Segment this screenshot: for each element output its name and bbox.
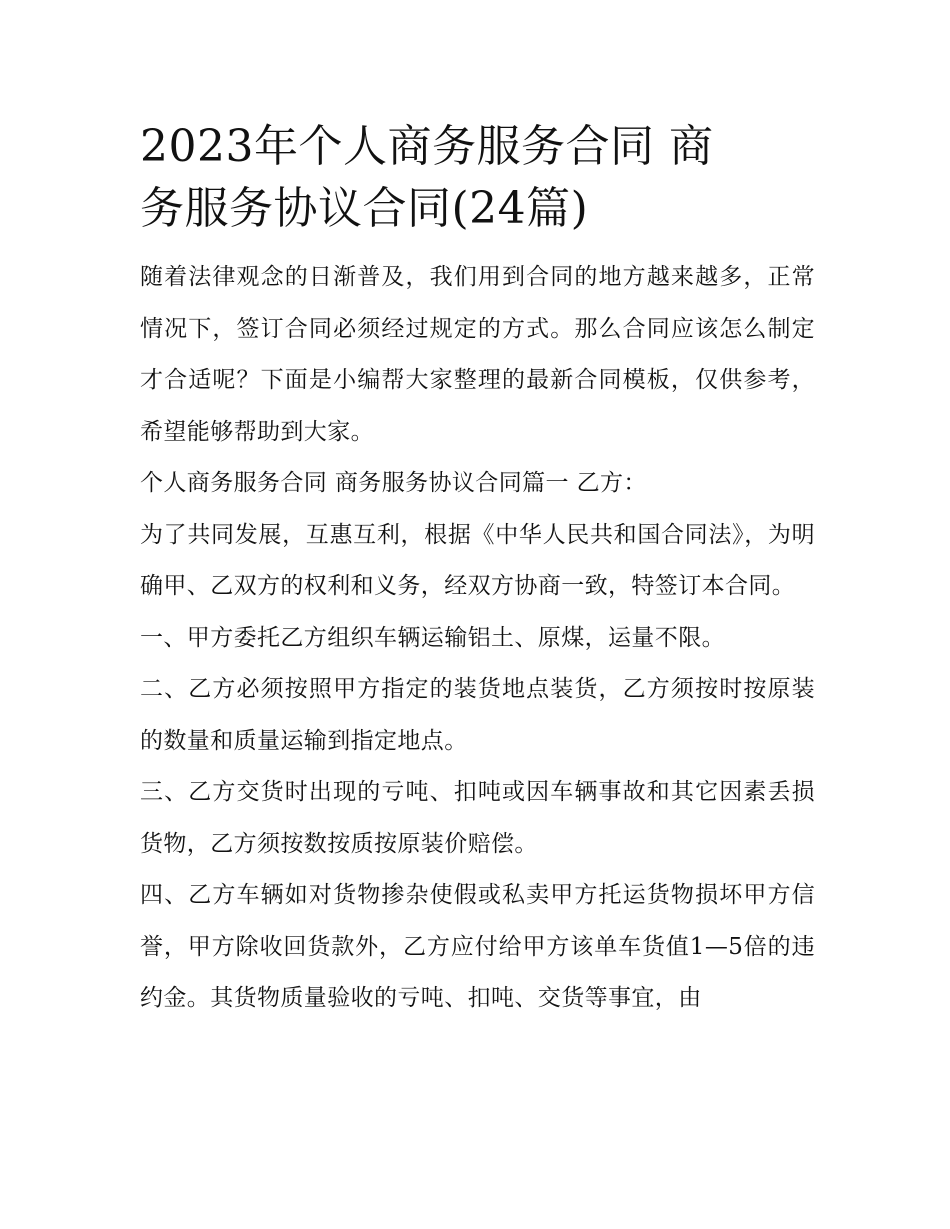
- document-body: [140, 116, 815, 1025]
- section-heading: 个人商务服务合同 商务服务协议合同篇一 乙方：: [140, 470, 647, 496]
- clause-4: 四、乙方车辆如对货物掺杂使假或私卖甲方托运货物损坏甲方信誉，甲方除收回货款外，乙方应付给甲方该单车货值1—5倍的违约金。其货物质量验收的亏吨、扣吨、交货等事宜，由: [140, 882, 815, 1011]
- document-title-line-2: 务服务协议合同(24篇): [140, 183, 589, 234]
- clause-2: 二、乙方必须按照甲方指定的装货地点装货，乙方须按时按原装的数量和质量运输到指定地点。: [140, 676, 815, 754]
- clause-1: 一、甲方委托乙方组织车辆运输铝土、原煤，运量不限。: [140, 624, 725, 651]
- document-title-line-1: 2023年个人商务服务合同 商: [140, 121, 714, 172]
- document-title: [140, 116, 815, 240]
- clause-3: 三、乙方交货时出现的亏吨、扣吨或因车辆事故和其它因素丢损货物，乙方须按数按质按原装价赔偿。: [140, 779, 815, 857]
- preamble-paragraph: 为了共同发展，互惠互利，根据《中华人民共和国合同法》，为明确甲、乙双方的权利和义务，经双方协商一致，特签订本合同。: [140, 521, 815, 599]
- intro-paragraph: 随着法律观念的日渐普及，我们用到合同的地方越来越多，正常情况下，签订合同必须经过规定的方式。那么合同应该怎么制定才合适呢？下面是小编帮大家整理的最新合同模板，仅供参考，希望能够帮助到大家。: [140, 264, 815, 445]
